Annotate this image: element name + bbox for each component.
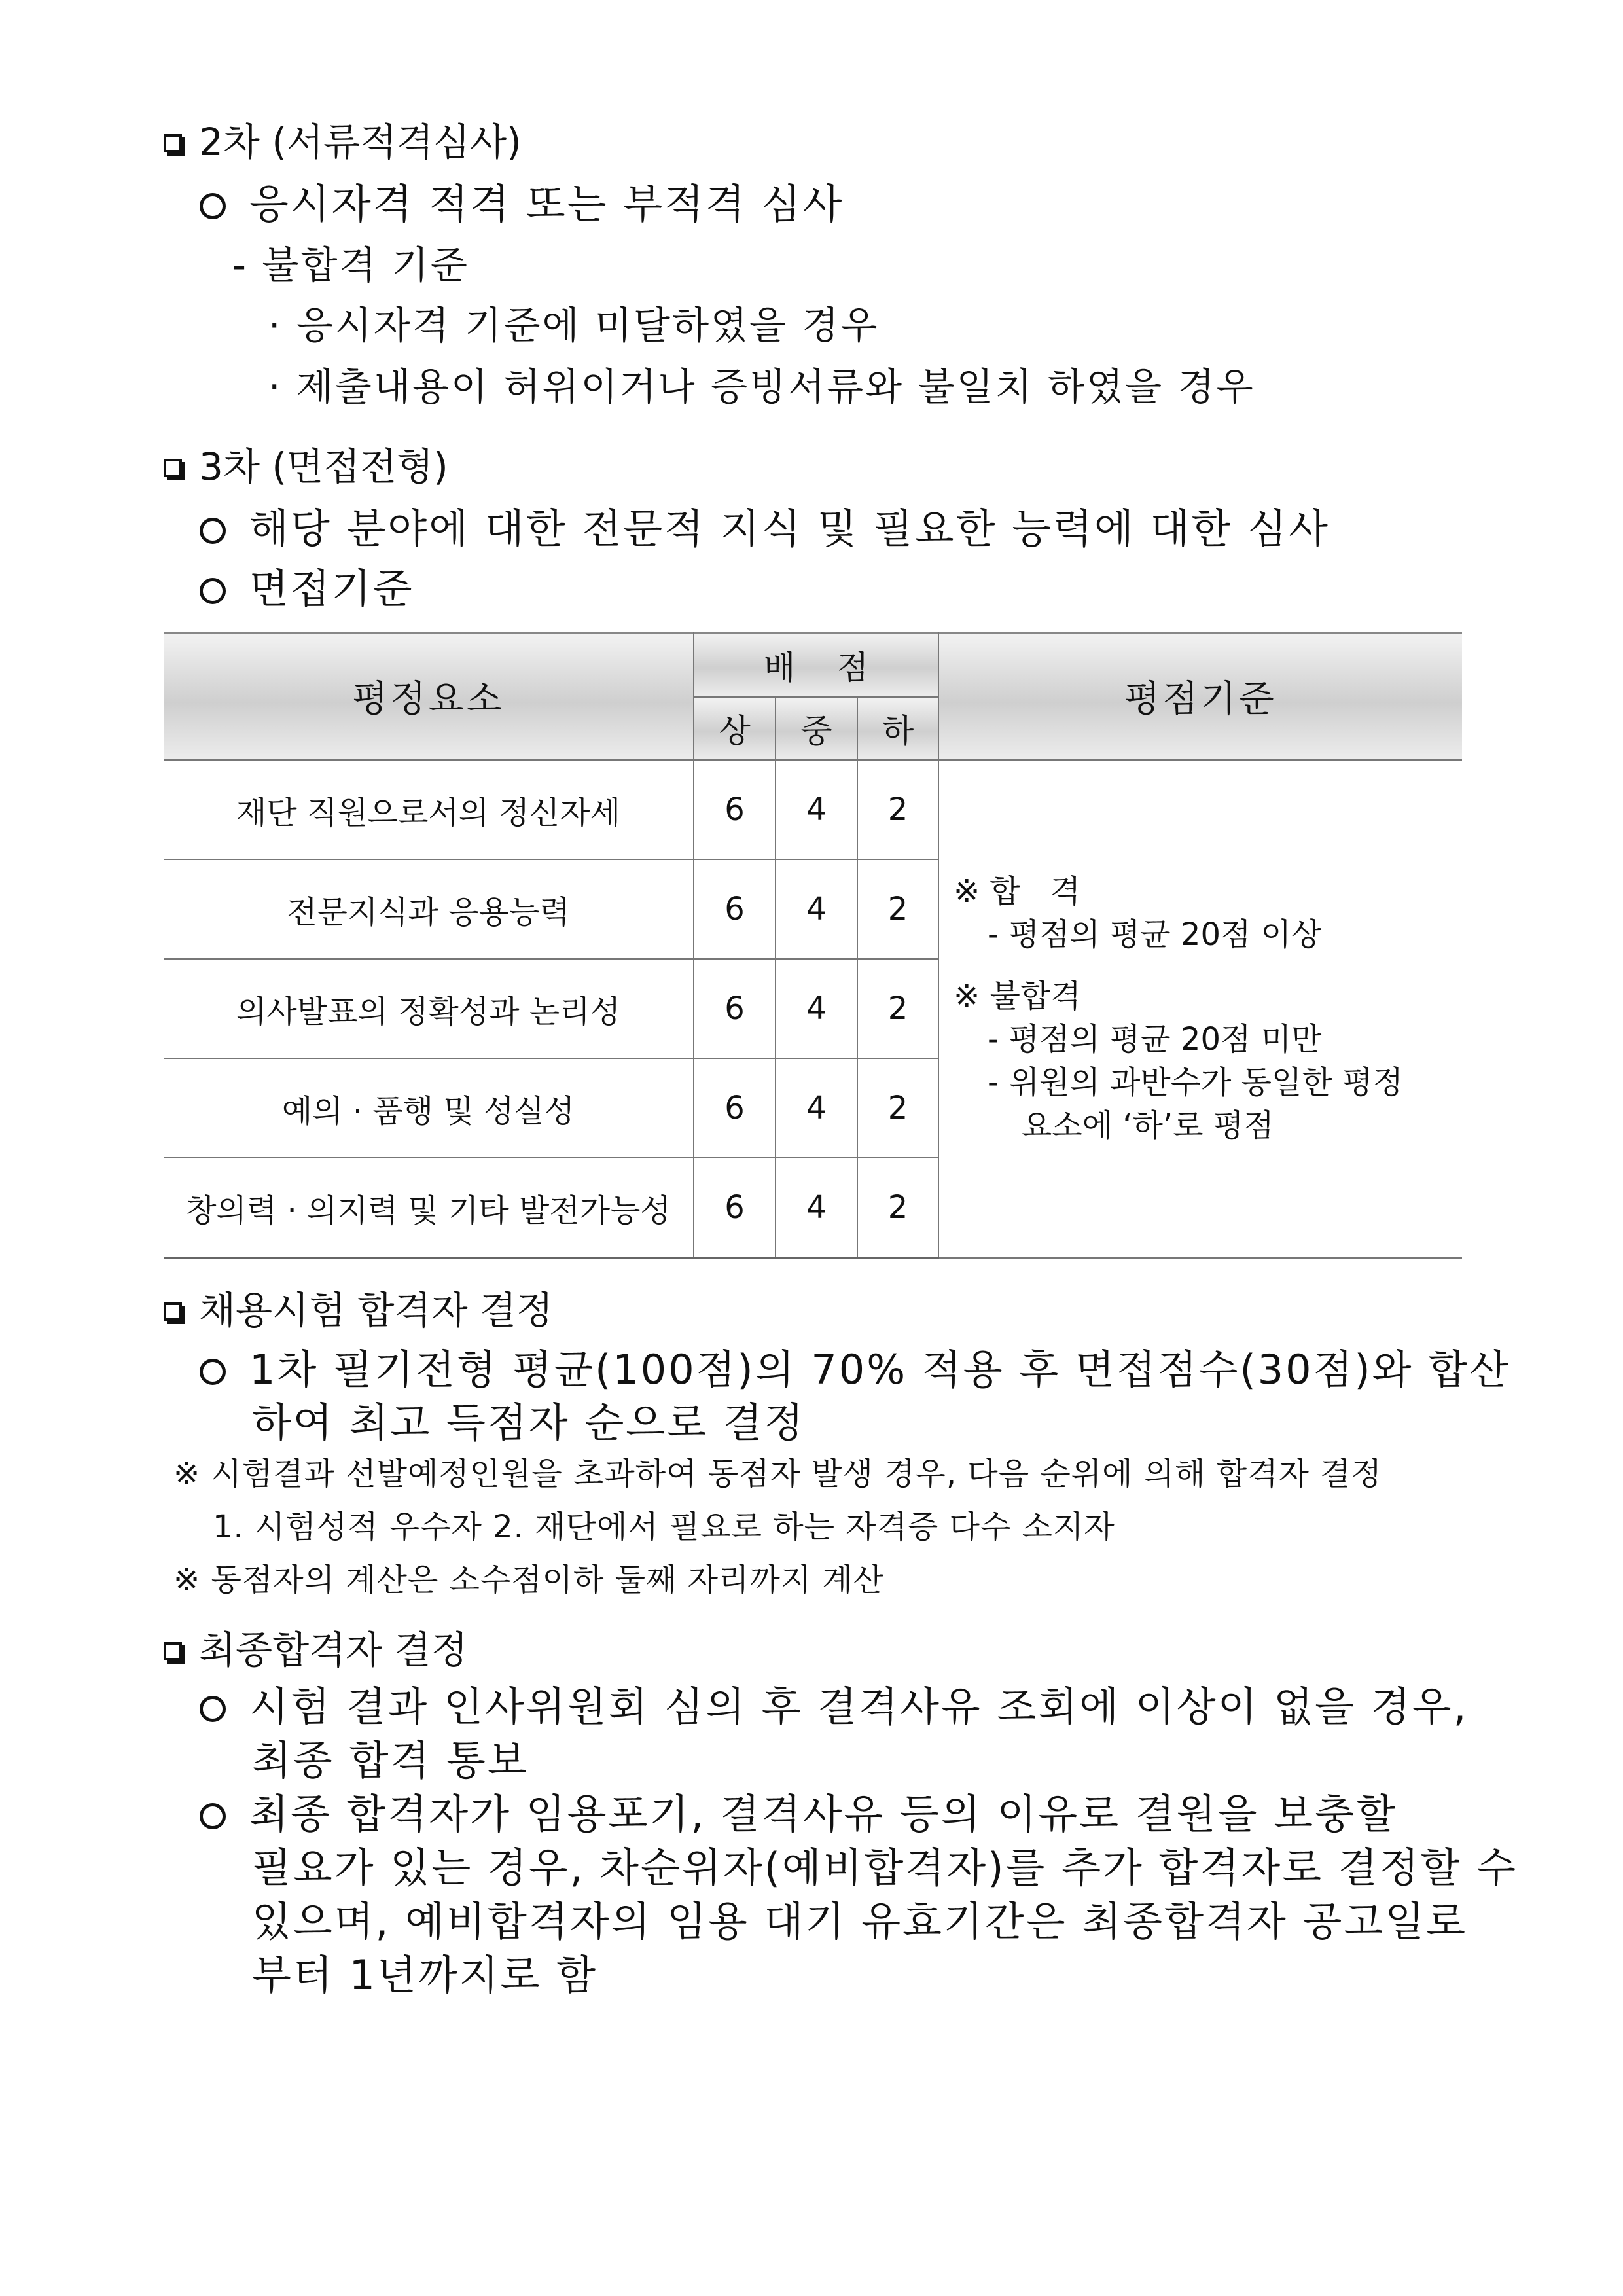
section-heading-final-decision: 채용시험 합격자 결정 [164,1280,553,1335]
element-name: 예의 · 품행 및 성실성 [164,1058,694,1158]
note: ※ 시험결과 선발예정인원을 초과하여 동점자 발생 경우, 다음 순위에 의해 합격자 결정 [173,1456,1382,1492]
criteria-pass-item: - 평점의 평균 20점 이상 [988,916,1322,954]
header-element: 평정요소 [164,633,694,760]
sub-item: · 응시자격 기준에 미달하였을 경우 [268,303,880,348]
section-item: 면접기준 [200,556,414,615]
score-high: 6 [694,859,776,959]
section-heading-2nd: 2차 (서류적격심사) [164,111,522,166]
score-mid: 4 [776,959,857,1058]
header-mid: 중 [776,697,857,760]
circle-bullet-icon [200,518,226,544]
score-high: 6 [694,760,776,859]
element-name: 전문지식과 응용능력 [164,859,694,959]
criteria-pass-head: ※ 합 격 [954,873,1080,910]
header-score: 배 점 [694,633,938,697]
section-item-cont: 부터 1년까지로 함 [252,1951,598,1999]
score-low: 2 [857,1158,938,1258]
section-item-cont: 최종 합격 통보 [252,1736,529,1784]
circle-bullet-icon [200,578,226,604]
interview-scoring-table [164,632,1462,1259]
score-high: 6 [694,1158,776,1258]
score-low: 2 [857,959,938,1058]
score-mid: 4 [776,1058,857,1158]
circle-bullet-icon [200,1696,226,1722]
criteria-fail-item-cont: 요소에 ‘하’로 평점 [1022,1107,1274,1145]
section-item-cont: 있으며, 예비합격자의 임용 대기 유효기간은 최종합격자 공고일로 [252,1897,1468,1945]
criteria-fail-head: ※ 불합격 [954,978,1081,1015]
section-item: 응시자격 적격 또는 부적격 심사 [200,171,844,230]
checkbox-bullet-icon [164,459,182,477]
section-heading-final-pass: 최종합격자 결정 [164,1619,468,1674]
section-item-cont: 필요가 있는 경우, 차순위자(예비합격자)를 추가 합격자로 결정할 수 [252,1844,1518,1892]
circle-bullet-icon [200,1803,226,1829]
section-item: 1차 필기전형 평균(100점)의 70% 적용 후 면접점수(30점)와 합산 [200,1337,1510,1395]
section-item-cont: 하여 최고 득점자 순으로 결정 [252,1399,806,1446]
note: ※ 동점자의 계산은 소수점이하 둘째 자리까지 계산 [173,1562,885,1598]
header-low: 하 [857,697,938,760]
score-high: 6 [694,1058,776,1158]
element-name: 재단 직원으로서의 정신자세 [164,760,694,859]
header-high: 상 [694,697,776,760]
criteria-cell [938,760,1462,1258]
section-item: 최종 합격자가 임용포기, 결격사유 등의 이유로 결원을 보충할 [200,1782,1397,1840]
note-cont: 1. 시험성적 우수자 2. 재단에서 필요로 하는 자격증 다수 소지자 [213,1509,1115,1545]
score-low: 2 [857,760,938,859]
criteria-fail-item: - 위원의 과반수가 동일한 평정 [988,1064,1403,1102]
sub-item: · 제출내용이 허위이거나 증빙서류와 불일치 하였을 경우 [268,365,1255,409]
circle-bullet-icon [200,1359,226,1385]
section-item: 시험 결과 인사위원회 심의 후 결격사유 조회에 이상이 없을 경우, [200,1674,1468,1732]
sub-heading: - 불합격 기준 [232,243,469,287]
section-heading-3rd: 3차 (면접전형) [164,436,448,491]
section-item: 해당 분야에 대한 전문적 지식 및 필요한 능력에 대한 심사 [200,496,1330,554]
checkbox-bullet-icon [164,1302,182,1321]
element-name: 의사발표의 정확성과 논리성 [164,959,694,1058]
criteria-fail-item: - 평점의 평균 20점 미만 [988,1021,1322,1058]
score-high: 6 [694,959,776,1058]
checkbox-bullet-icon [164,1642,182,1660]
score-mid: 4 [776,760,857,859]
element-name: 창의력 · 의지력 및 기타 발전가능성 [164,1158,694,1258]
checkbox-bullet-icon [164,134,182,152]
header-criteria: 평점기준 [938,633,1462,760]
score-low: 2 [857,1058,938,1158]
score-mid: 4 [776,1158,857,1258]
circle-bullet-icon [200,193,226,219]
score-mid: 4 [776,859,857,959]
score-low: 2 [857,859,938,959]
